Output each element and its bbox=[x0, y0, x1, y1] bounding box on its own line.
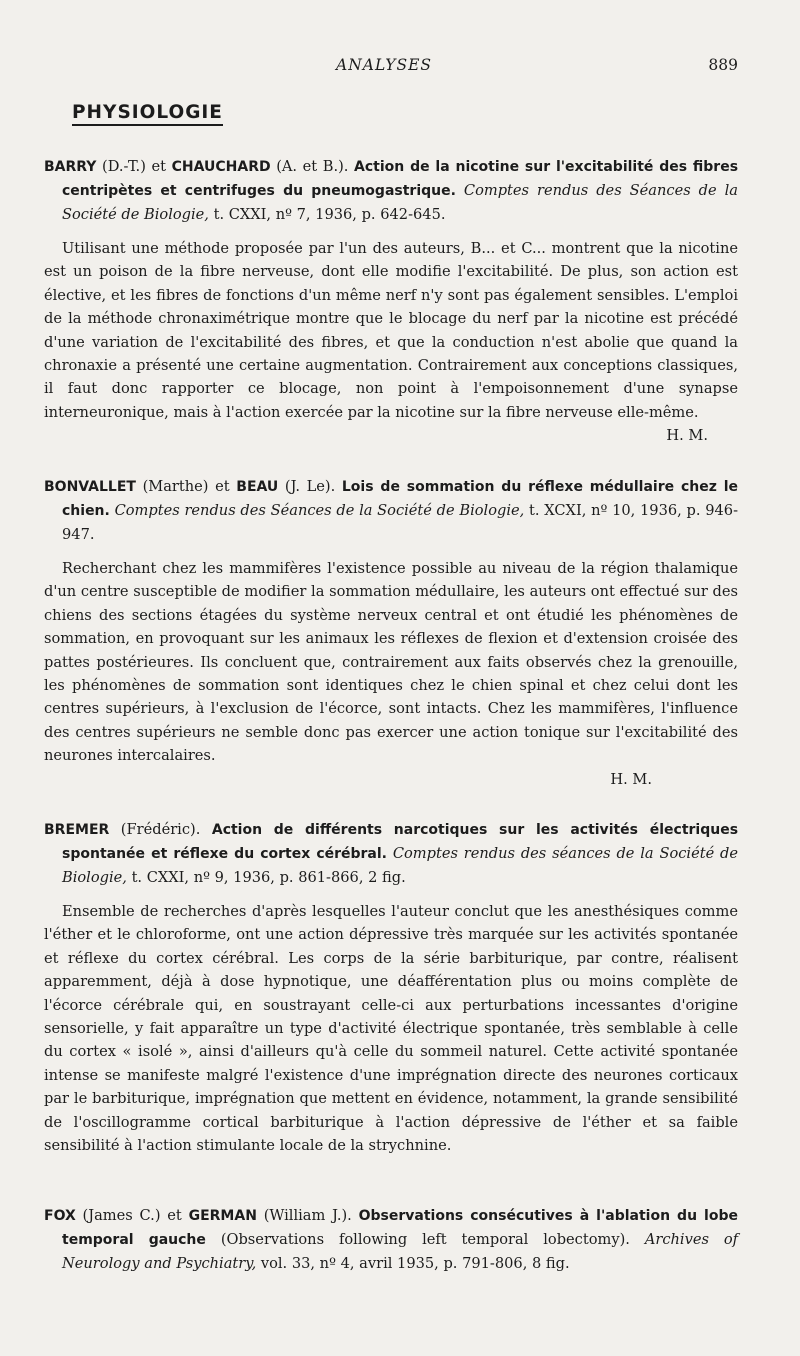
author-initials: (James C.) bbox=[82, 1207, 161, 1224]
article-title: Action de différents narcotiques sur les activités électriques spontanée et réflexe du cortex cérébral. bbox=[62, 822, 739, 862]
author-initials: (Frédéric). bbox=[120, 821, 201, 838]
journal-name: Archives of Neurology and Psychiatry, bbox=[62, 1231, 739, 1272]
author-name: BEAU bbox=[236, 479, 279, 495]
reference bbox=[44, 818, 738, 890]
author-name: CHAUCHARD bbox=[171, 159, 271, 175]
author-name: GERMAN bbox=[188, 1208, 257, 1224]
author-name: BARRY bbox=[44, 159, 97, 175]
abstract bbox=[44, 557, 738, 768]
article-subtitle: (Observations following left temporal lobectomy). bbox=[220, 1231, 630, 1248]
running-header bbox=[0, 56, 800, 80]
author-name: BREMER bbox=[44, 822, 110, 838]
reference bbox=[44, 155, 738, 227]
reference bbox=[44, 1204, 738, 1276]
author-initials: (J. Le). bbox=[284, 478, 336, 495]
abstract-text: Utilisant une méthode proposée par l'un des auteurs, B... et C... montrent que la nicotine est un poison de la fibre nerveuse, dont elle modifie l'excitabilité. De plus, son action est élective, et les fibres de fonctions d'un même nerf n'y sont pas également sensibles. L'emploi de la méthode chronaximétrique montre que le blocage du nerf par la nicotine est précédé d'une variation de l'excitabilité des fibres, et que la conduction n'est abolie que quand la chronaxie a présenté une certaine augmentation. Contrairement aux conceptions classiques, il faut donc rapporter ce blocage, non point à l'empoisonnement d'une synapse interneuronique, mais à l'action exercée par la nicotine sur la fibre nerveuse elle-même. bbox=[44, 240, 738, 421]
abstract bbox=[44, 237, 738, 445]
review-entry bbox=[44, 155, 738, 448]
abstract bbox=[44, 900, 738, 1157]
author-initials: (William J.). bbox=[263, 1207, 352, 1224]
article-title: Action de la nicotine sur l'excitabilité des fibres centripètes et centrifuges du pneumogastrique. bbox=[62, 159, 739, 199]
signature: H. M. bbox=[666, 427, 708, 445]
article-title: Lois de sommation du réflexe médullaire chez le chien. bbox=[62, 479, 739, 519]
author-name: FOX bbox=[44, 1208, 76, 1224]
citation: t. XCXI, nº 10, 1936, p. 946-947. bbox=[62, 502, 739, 543]
author-initials: (D.-T.) bbox=[102, 158, 146, 175]
page-number: 889 bbox=[708, 56, 738, 74]
abstract-text: Ensemble de recherches d'après lesquelles l'auteur conclut que les anesthésiques comme l'éther et le chloroforme, ont une action dépressive très marquée sur les activités spontanée et réflexe du cortex cérébral. Les corps de la série barbiturique, par contre, réalisent apparemment, déjà à dose hypnotique, une déafférentation plus ou moins complète de l'écorce cérébrale qui, en soustrayant celle-ci aux perturbations incessantes d'origine sensorielle, y fait apparaître un type d'activité électrique spontanée, très semblable à celle du cortex « isolé », ainsi d'ailleurs qu'à celle du sommeil naturel. Cette activité spontanée intense se manifeste malgré l'existence d'une imprégnation directe des neurones corticaux par le barbiturique, imprégnation que mettent en évidence, notamment, la grande sensibilité de l'oscillogramme cortical barbiturique à l'action dépressive de l'éther et sa faible sensibilité à l'action stimulante locale de la strychnine. bbox=[44, 903, 738, 1155]
author-name: BONVALLET bbox=[44, 479, 136, 495]
review-entry bbox=[44, 1204, 738, 1276]
citation: t. CXXI, nº 9, 1936, p. 861-866, 2 fig. bbox=[131, 869, 406, 886]
running-title: ANALYSES bbox=[336, 56, 433, 74]
citation: vol. 33, nº 4, avril 1935, p. 791-806, 8 fig. bbox=[260, 1255, 570, 1272]
review-entry bbox=[44, 818, 738, 1157]
article-title: Observations consécutives à l'ablation du lobe temporal gauche bbox=[62, 1208, 738, 1248]
conjunction: et bbox=[167, 1207, 182, 1224]
citation: t. CXXI, nº 7, 1936, p. 642-645. bbox=[213, 206, 446, 223]
journal-name: Comptes rendus des séances de la Société de Biologie, bbox=[62, 845, 738, 886]
section-title: PHYSIOLOGIE bbox=[72, 102, 223, 126]
signature: H. M. bbox=[610, 770, 652, 788]
conjunction: et bbox=[215, 478, 230, 495]
review-entry bbox=[44, 475, 738, 791]
journal-name: Comptes rendus des Séances de la Société de Biologie, bbox=[114, 502, 525, 519]
author-initials: (A. et B.). bbox=[276, 158, 349, 175]
abstract-text: Recherchant chez les mammifères l'existence possible au niveau de la région thalamique d'un centre susceptible de modifier la sommation médullaire, les auteurs ont effectué sur des chiens des sections étagées du système nerveux central et ont étudié les phénomènes de sommation, en provoquant sur les animaux les réflexes de flexion et d'extension croisée des pattes postérieures. Ils concluent que, contrairement aux faits observés chez la grenouille, les phénomènes de sommation sont identiques chez le chien spinal et chez celui dont les centres supérieurs, à l'exclusion de l'écorce, sont intacts. Chez les mammifères, l'influence des centres supérieurs ne semble donc pas exercer une action tonique sur l'excitabilité des neurones intercalaires. bbox=[44, 560, 738, 765]
reference bbox=[44, 475, 738, 547]
author-initials: (Marthe) bbox=[142, 478, 209, 495]
journal-name: Comptes rendus des Séances de la Société de Biologie, bbox=[62, 182, 738, 223]
conjunction: et bbox=[151, 158, 167, 175]
